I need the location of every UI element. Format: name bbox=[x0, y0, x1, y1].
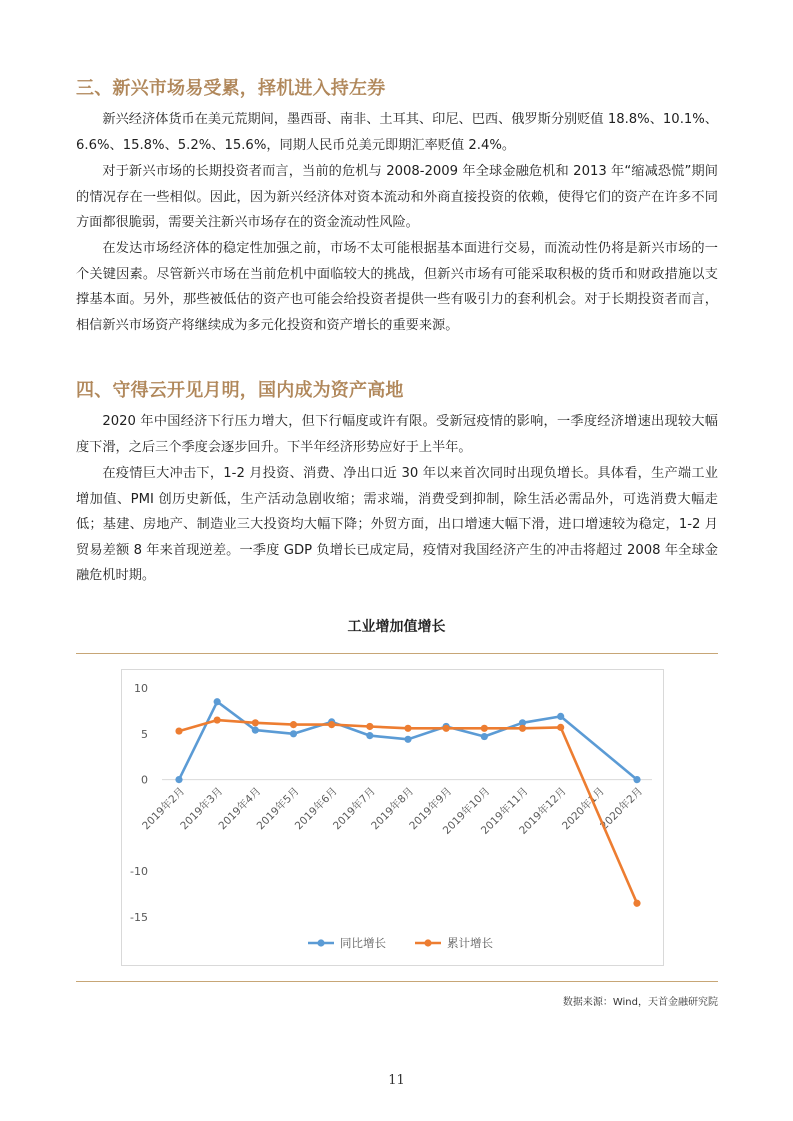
series-0-point bbox=[481, 733, 488, 740]
series-1-point bbox=[252, 719, 259, 726]
data-source-note: 数据来源：Wind，天首金融研究院 bbox=[562, 997, 718, 1008]
chart-legend bbox=[308, 936, 493, 950]
chart-axes bbox=[130, 682, 645, 924]
y-tick-label: 5 bbox=[141, 727, 148, 741]
x-tick-label: 2020年1月 bbox=[559, 785, 607, 833]
section-3-heading: 三、新兴市场易受累，择机进入持左券 bbox=[76, 78, 386, 99]
series-1-point bbox=[290, 721, 297, 728]
y-tick-label: 10 bbox=[134, 682, 148, 695]
x-tick-label: 2019年6月 bbox=[292, 785, 340, 833]
x-tick-label: 2019年7月 bbox=[330, 785, 378, 833]
legend-marker-1 bbox=[424, 939, 431, 946]
series-1-point bbox=[519, 725, 526, 732]
x-tick-label: 2019年5月 bbox=[254, 785, 302, 833]
x-tick-label: 2019年12月 bbox=[517, 785, 569, 837]
series-1-point bbox=[557, 724, 564, 731]
legend-marker-0 bbox=[317, 939, 324, 946]
section-4-heading: 四、守得云开见月明，国内成为资产高地 bbox=[76, 380, 404, 401]
section-4-paragraph-1: 2020 年中国经济下行压力增大，但下行幅度或许有限。受新冠疫情的影响，一季度经济增速出现较大幅度下滑，之后三个季度会逐步回升。下半年经济形势应好于上半年。 bbox=[76, 414, 718, 455]
y-tick-label: 0 bbox=[141, 773, 148, 787]
series-0-point bbox=[252, 727, 259, 734]
legend-label-0: 同比增长 bbox=[340, 936, 386, 950]
page-number: 11 bbox=[388, 1073, 405, 1088]
x-tick-label: 2019年10月 bbox=[440, 785, 493, 837]
x-tick-label: 2019年9月 bbox=[407, 785, 455, 833]
x-tick-label: 2019年4月 bbox=[216, 785, 264, 833]
x-tick-label: 2019年8月 bbox=[369, 785, 417, 833]
legend-label-1: 累计增长 bbox=[447, 936, 493, 950]
chart-bottom-rule bbox=[76, 981, 718, 982]
series-0-point bbox=[366, 732, 373, 739]
section-4-paragraph-2: 在疫情巨大冲击下，1-2 月投资、消费、净出口近 30 年以来首次同时出现负增长。具体看，生产端工业增加值、PMI 创历史新低，生产活动急剧收缩；需求端，消费受到抑制，除生活必需品外，可选消费大幅走低；基建、房地产、制造业三大投资均大幅下降；外贸方面，出口增速大幅下滑，进口增速较为稳定，1-2 月贸易差额 8 年来首现逆差。一季度 GDP 负增长已成定局，疫情对我国经济产生的冲击将超过 2008 年全球金融危机时期。 bbox=[76, 466, 718, 583]
series-1-point bbox=[404, 725, 411, 732]
section-3-paragraph-1: 新兴经济体货币在美元荒期间，墨西哥、南非、土耳其、印尼、巴西、俄罗斯分别贬值 18.8%、10.1%、6.6%、15.8%、5.2%、15.6%，同期人民币兑美元即期汇率贬值 2.4%。 bbox=[76, 112, 718, 153]
x-tick-label: 2020年2月 bbox=[598, 785, 646, 833]
series-0-point bbox=[557, 713, 564, 720]
series-1-point bbox=[175, 727, 182, 734]
series-0-point bbox=[290, 730, 297, 737]
series-line-1 bbox=[179, 720, 637, 903]
series-1-point bbox=[633, 900, 640, 907]
section-3-paragraph-3: 在发达市场经济体的稳定性加强之前，市场不太可能根据基本面进行交易，而流动性仍将是新兴市场的一个关键因素。尽管新兴市场在当前危机中面临较大的挑战，但新兴市场有可能采取积极的货币和财政措施以支撑基本面。另外，那些被低估的资产也可能会给投资者提供一些有吸引力的套利机会。对于长期投资者而言，相信新兴市场资产将继续成为多元化投资和资产增长的重要来源。 bbox=[76, 241, 718, 333]
y-tick-label: -15 bbox=[130, 911, 148, 924]
series-1-point bbox=[328, 721, 335, 728]
series-0-point bbox=[214, 698, 221, 705]
series-1-point bbox=[443, 725, 450, 732]
x-tick-label: 2019年2月 bbox=[140, 785, 188, 833]
series-1-point bbox=[214, 716, 221, 723]
y-tick-label: -10 bbox=[130, 865, 148, 879]
series-1-point bbox=[481, 725, 488, 732]
chart-top-rule bbox=[76, 653, 718, 654]
x-tick-label: 2019年11月 bbox=[478, 785, 531, 837]
chart-title: 工业增加值增长 bbox=[347, 619, 446, 635]
series-1-point bbox=[366, 723, 373, 730]
series-0-point bbox=[175, 776, 182, 783]
x-tick-label: 2019年3月 bbox=[178, 785, 226, 833]
series-0-point bbox=[633, 776, 640, 783]
section-3-paragraph-2: 对于新兴市场的长期投资者而言，当前的危机与 2008-2009 年全球金融危机和 2013 年“缩减恐慌”期间的情况存在一些相似。因此，因为新兴经济体对资本流动和外商直接投资的依赖，使得它们的资产在许多不同方面都很脆弱，需要关注新兴市场存在的资金流动性风险。 bbox=[76, 164, 718, 230]
industrial-value-added-chart bbox=[122, 670, 663, 965]
chart-frame bbox=[121, 669, 664, 966]
series-0-point bbox=[404, 736, 411, 743]
